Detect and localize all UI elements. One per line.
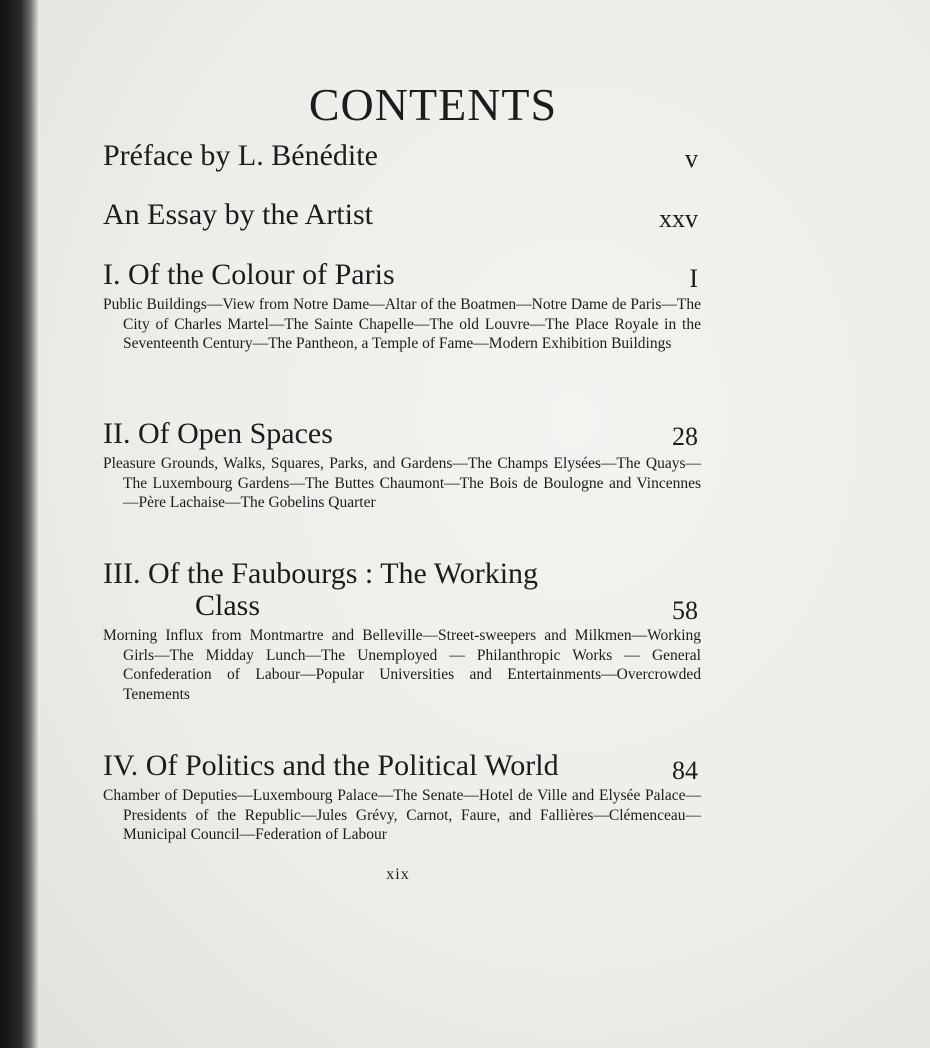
book-gutter-shadow (0, 0, 38, 1048)
page-title: CONTENTS (308, 79, 558, 130)
toc-entry-page-number: v (685, 144, 698, 173)
toc-entry-chapter-2 (103, 418, 701, 513)
page-folio: xix (386, 866, 410, 883)
toc-entry-heading: Préface by L. Bénédite (103, 139, 378, 172)
toc-entry-page-number: 84 (672, 756, 698, 785)
toc-entry-chapter-1 (103, 259, 701, 354)
toc-entry-chapter-4 (103, 750, 701, 845)
toc-entry-page-number: I (689, 264, 698, 293)
toc-entry-heading: An Essay by the Artist (103, 198, 373, 231)
toc-entry-summary: Public Buildings—View from Notre Dame—Altar of the Boatmen—Notre Dame de Paris—The City of Charles Martel—The Sainte Chapelle—The old Louvre—The Place Royale in the Seventeenth Century—The Pantheon, a Temple of Fame—Modern Exhibition Buildings (103, 296, 701, 352)
book-page (38, 0, 930, 1048)
toc-entry-essay (103, 199, 701, 231)
toc-entry-summary: Pleasure Grounds, Walks, Squares, Parks, and Gardens—The Champs Elysées—The Quays—The Luxembourg Gardens—The Buttes Chaumont—The Bois de Boulogne and Vincennes—Père Lachaise—The Gobelins Quarter (103, 455, 701, 511)
toc-entry-preface (103, 140, 701, 172)
toc-entry-page-number: 28 (672, 422, 698, 451)
toc-entry-page-number: xxv (659, 204, 698, 233)
toc-entry-chapter-3 (103, 558, 701, 704)
toc-entry-summary: Morning Influx from Montmartre and Belleville—Street-sweepers and Milkmen—Working Girls—The Midday Lunch—The Unemployed — Philanthropic Works — General Confederation of Labour—Popular Universities and Entertainments—Overcrowded Tenements (103, 627, 701, 703)
toc-entry-heading: II. Of Open Spaces (103, 417, 333, 450)
toc-entry-heading-continuation: Class (195, 589, 261, 622)
toc-entry-heading: I. Of the Colour of Paris (103, 258, 395, 291)
toc-entry-heading (103, 557, 701, 625)
toc-entry-heading-line: III. Of the Faubourgs : The Working (103, 557, 539, 590)
toc-entry-page-number: 58 (672, 596, 698, 625)
toc-entry-summary: Chamber of Deputies—Luxembourg Palace—The Senate—Hotel de Ville and Elysée Palace—Presidents of the Republic—Jules Grévy, Carnot, Faure, and Fallières—Clémenceau—Municipal Council—Federation of Labour (103, 787, 701, 843)
toc-entry-heading: IV. Of Politics and the Political World (103, 749, 559, 782)
